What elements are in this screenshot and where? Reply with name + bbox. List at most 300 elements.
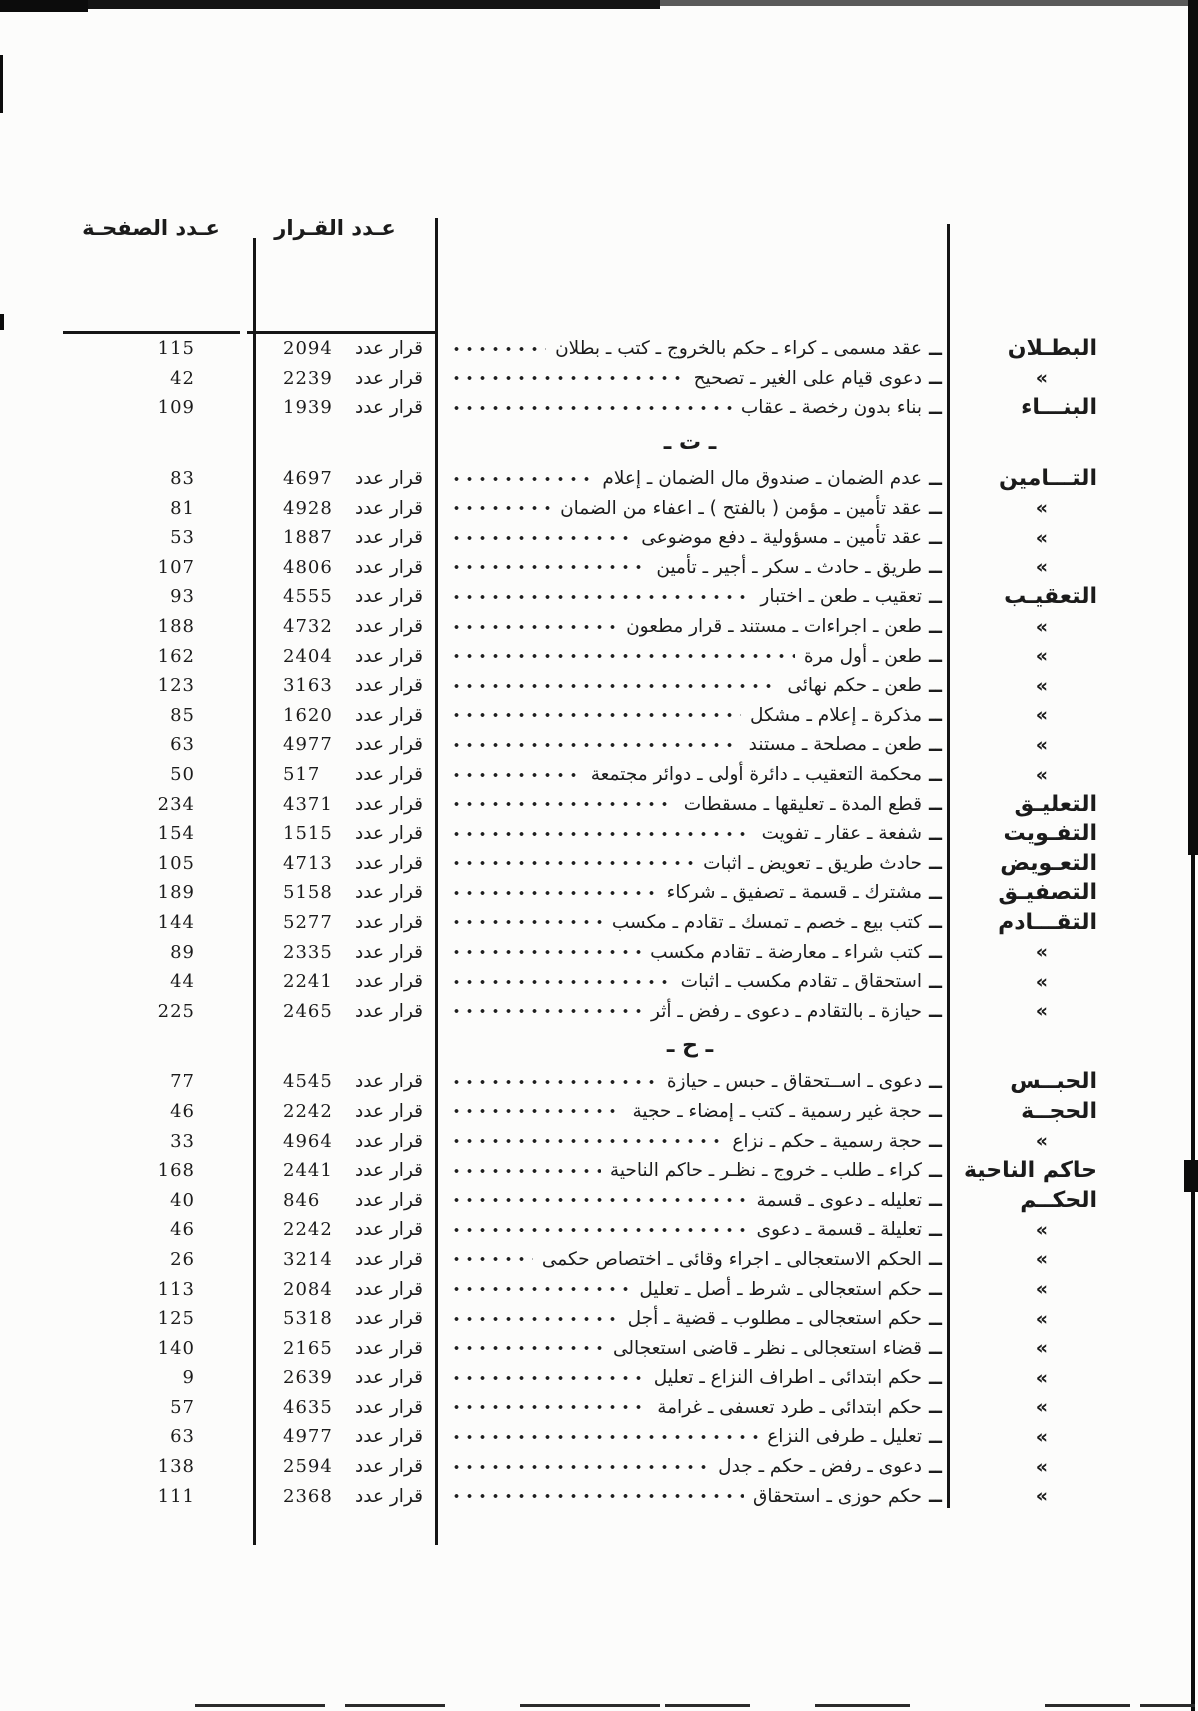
dotted-leader (450, 1227, 748, 1233)
category-label: البطـلان (1007, 336, 1097, 362)
entry-description-cell (437, 1130, 948, 1152)
table-row (58, 393, 1160, 423)
dotted-leader (450, 860, 694, 866)
table-row (58, 1481, 1160, 1511)
page-number-cell (58, 616, 255, 637)
entry-description-cell (437, 1100, 948, 1122)
entry-dash: ــ (929, 1100, 942, 1123)
entry-dash: ــ (929, 645, 942, 668)
page-number-cell (58, 675, 255, 696)
decision-prefix: قرار عدد (355, 1456, 423, 1478)
decision-number: 2094 (283, 338, 333, 360)
table-row (58, 908, 1160, 938)
entry-description-cell (437, 1189, 948, 1211)
entry-description: دعوى ـ رفض ـ حكم ـ جدل (718, 1456, 922, 1478)
page-number-cell (58, 338, 255, 359)
page-number: 115 (157, 338, 195, 360)
entry-description: طعن ـ أول مرة (803, 645, 922, 667)
entry-description: حكم استعجالى ـ شرط ـ أصل ـ تعليل (639, 1278, 922, 1300)
entry-dash: ــ (929, 367, 942, 390)
entry-description-cell (437, 1337, 948, 1359)
decision-number-cell (255, 1219, 437, 1240)
entry-description-cell (437, 367, 948, 389)
decision-prefix: قرار عدد (355, 1337, 423, 1359)
page-number: 81 (170, 497, 195, 519)
table-row (58, 1274, 1160, 1304)
category-label: » (1035, 1455, 1048, 1478)
entry-description: طريق ـ حادث ـ سكر ـ أجير ـ تأمين (656, 556, 922, 578)
decision-prefix: قرار عدد (355, 616, 423, 638)
page-number: 109 (157, 397, 195, 419)
decision-number: 4806 (283, 556, 333, 578)
section-separator (58, 1026, 1160, 1067)
entry-dash: ــ (929, 1396, 942, 1419)
page-number: 123 (157, 675, 195, 697)
entry-description-cell (437, 1426, 948, 1448)
entry-description-cell (437, 645, 948, 667)
page-number-cell (58, 557, 255, 578)
decision-number: 2465 (283, 1000, 333, 1022)
entry-dash: ــ (929, 585, 942, 608)
entry-description: حجة غير رسمية ـ كتب ـ إمضاء ـ حجية (632, 1100, 922, 1122)
category-label: » (1035, 763, 1048, 786)
decision-number-cell (255, 616, 437, 637)
dotted-leader (450, 1256, 533, 1262)
page-number-cell (58, 853, 255, 874)
decision-number: 4555 (283, 586, 333, 608)
decision-number-cell (255, 912, 437, 933)
decision-prefix: قرار عدد (355, 556, 423, 578)
decision-number-cell (255, 1338, 437, 1359)
dotted-leader (450, 476, 593, 482)
category-label: البنـــاء (1021, 395, 1097, 421)
decision-number: 5277 (283, 911, 333, 933)
dotted-leader (450, 801, 675, 807)
page-number-cell (58, 971, 255, 992)
dotted-leader (450, 831, 753, 837)
dotted-leader (450, 1008, 642, 1014)
dotted-leader (450, 1375, 645, 1381)
page-number: 234 (157, 793, 195, 815)
decision-number-cell (255, 338, 437, 359)
scan-edge-bottom (815, 1704, 910, 1707)
page-number-cell (58, 646, 255, 667)
decision-number: 2242 (283, 1219, 333, 1241)
category-label: التفـويت (1003, 821, 1097, 847)
table-row (58, 760, 1160, 790)
page-number: 77 (170, 1071, 195, 1093)
decision-number: 4977 (283, 1426, 333, 1448)
decision-prefix: قرار عدد (355, 1219, 423, 1241)
entry-description: دعوى ـ اســتحقاق ـ حبس ـ حيازة (666, 1071, 922, 1093)
page-number: 154 (157, 823, 195, 845)
dotted-leader (450, 1464, 709, 1470)
decision-number-cell (255, 1426, 437, 1447)
entry-dash: ــ (929, 793, 942, 816)
page-number: 9 (182, 1367, 195, 1389)
table-row (58, 1422, 1160, 1452)
category-label: » (1035, 941, 1048, 964)
entry-description: تعليل ـ طرفى النزاع (767, 1426, 922, 1448)
category-label: » (1035, 1000, 1048, 1023)
table-row (58, 789, 1160, 819)
entry-description: كتب بيع ـ خصم ـ تمسك ـ تقادم ـ مكسب (611, 911, 922, 933)
decision-number-cell (255, 1160, 437, 1181)
decision-prefix: قرار عدد (355, 1071, 423, 1093)
entry-description: كراء ـ طلب ـ خروج ـ نظـر ـ حاكم الناحية (609, 1160, 922, 1182)
entry-description: حكم استعجالى ـ مطلوب ـ قضية ـ أجل (627, 1308, 922, 1330)
section-letter: ـ ح ـ (666, 1033, 714, 1059)
decision-number-cell (255, 1249, 437, 1270)
decision-number-cell (255, 705, 437, 726)
entry-description-cell (437, 586, 948, 608)
dotted-leader (450, 1168, 601, 1174)
decision-number: 4545 (283, 1071, 333, 1093)
page-number: 107 (157, 556, 195, 578)
entry-description: حادث طريق ـ تعويض ـ اثبات (703, 852, 922, 874)
entry-description-cell (437, 527, 948, 549)
table-row (58, 493, 1160, 523)
category-label: » (1035, 645, 1048, 668)
entry-description: حجة رسمية ـ حكم ـ نزاع (732, 1130, 922, 1152)
page-number-cell (58, 882, 255, 903)
category-label: التعـويض (1000, 850, 1097, 876)
entry-dash: ــ (929, 337, 942, 360)
category-label: » (1035, 674, 1048, 697)
entry-description-cell (437, 852, 948, 874)
table-row (58, 364, 1160, 394)
page-number-cell (58, 1308, 255, 1329)
page-number-cell (58, 1001, 255, 1022)
entry-description-cell (437, 1071, 948, 1093)
entry-description-cell (437, 468, 948, 490)
page-number: 93 (170, 586, 195, 608)
entry-description: بناء بدون رخصة ـ عقاب (740, 397, 922, 419)
page-number-cell (58, 823, 255, 844)
category-label: » (1035, 733, 1048, 756)
decision-number-cell (255, 397, 437, 418)
decision-prefix: قرار عدد (355, 1248, 423, 1270)
entry-description: استحقاق ـ تقادم مكسب ـ اثبات (680, 971, 922, 993)
page-number-cell (58, 1338, 255, 1359)
category-label: التعقيـب (1004, 584, 1097, 610)
entry-description: طعن ـ اجراءات ـ مستند ـ قرار مطعون (626, 616, 922, 638)
entry-dash: ــ (929, 733, 942, 756)
decision-number: 2368 (283, 1485, 333, 1507)
decision-number: 2242 (283, 1100, 333, 1122)
decision-prefix: قرار عدد (355, 1189, 423, 1211)
category-label: » (1035, 1307, 1048, 1330)
decision-number-cell (255, 823, 437, 844)
dotted-leader (450, 375, 685, 381)
dotted-leader (450, 919, 603, 925)
page-number: 46 (170, 1100, 195, 1122)
entry-description: دعوى قيام على الغير ـ تصحيح (693, 367, 922, 389)
scan-edge-left (0, 314, 4, 330)
decision-number: 4977 (283, 734, 333, 756)
category-label: التعليـق (1014, 791, 1097, 817)
entry-dash: ــ (929, 556, 942, 579)
table-row (58, 1126, 1160, 1156)
entry-description: تعقيب ـ طعن ـ اختبار (760, 586, 922, 608)
page-number-cell (58, 1131, 255, 1152)
dotted-leader (450, 653, 795, 659)
dotted-leader (450, 1434, 758, 1440)
entry-dash: ــ (929, 526, 942, 549)
category-label: » (1035, 1366, 1048, 1389)
table-row (58, 967, 1160, 997)
dotted-leader (450, 564, 647, 570)
entry-description: حكم ابتدائى ـ اطراف النزاع ـ تعليل (653, 1367, 922, 1389)
entry-dash: ــ (929, 1218, 942, 1241)
dotted-leader (450, 712, 741, 718)
table-row (58, 1067, 1160, 1097)
dotted-leader (450, 979, 672, 985)
page-number: 57 (170, 1396, 195, 1418)
decision-number-cell (255, 468, 437, 489)
page-number: 113 (157, 1278, 195, 1300)
entry-description: مذكرة ـ إعلام ـ مشكل (749, 704, 922, 726)
decision-number: 2639 (283, 1367, 333, 1389)
page-number: 125 (157, 1308, 195, 1330)
scan-edge-top (660, 0, 1198, 6)
category-label: الحبــس (1010, 1069, 1097, 1095)
scan-edge-bottom (1140, 1704, 1195, 1707)
page-number: 53 (170, 527, 195, 549)
table-row (58, 1156, 1160, 1186)
page-number-cell (58, 794, 255, 815)
category-label: » (1035, 526, 1048, 549)
entry-description: عقد مسمى ـ كراء ـ حكم بالخروج ـ كتب ـ بطلان (555, 338, 922, 360)
dotted-leader (450, 1108, 623, 1114)
decision-number: 1887 (283, 527, 333, 549)
entry-dash: ــ (929, 1159, 942, 1182)
table-row (58, 1452, 1160, 1482)
table-row (58, 819, 1160, 849)
scan-edge-bottom (1045, 1704, 1130, 1707)
decision-number-cell (255, 1456, 437, 1477)
entry-dash: ــ (929, 497, 942, 520)
decision-number-cell (255, 527, 437, 548)
scan-edge-right (1191, 855, 1195, 1711)
dotted-leader (450, 505, 551, 511)
decision-number-cell (255, 1131, 437, 1152)
decision-prefix: قرار عدد (355, 338, 423, 360)
scan-edge-top (88, 0, 660, 9)
entry-dash: ــ (929, 615, 942, 638)
entry-description: عقد تأمين ـ مؤمن ( بالفتح ) ـ اعفاء من الضمان (560, 497, 922, 519)
decision-number: 2404 (283, 645, 333, 667)
page-number-cell (58, 1160, 255, 1181)
table-row (58, 878, 1160, 908)
page-number-cell (58, 1279, 255, 1300)
scan-edge-bottom (195, 1704, 325, 1707)
page-number-cell (58, 912, 255, 933)
entry-dash: ــ (929, 396, 942, 419)
decision-number-cell (255, 1308, 437, 1329)
page-number-cell (58, 397, 255, 418)
page-number-cell (58, 586, 255, 607)
table-row (58, 1215, 1160, 1245)
dotted-leader (450, 742, 740, 748)
page-number: 26 (170, 1248, 195, 1270)
category-label: » (1035, 1278, 1048, 1301)
entry-description-cell (437, 941, 948, 963)
entry-dash: ــ (929, 763, 942, 786)
decision-prefix: قرار عدد (355, 882, 423, 904)
entry-description: كتب شراء ـ معارضة ـ تقادم مكسب (650, 941, 922, 963)
page-number-cell (58, 468, 255, 489)
decision-prefix: قرار عدد (355, 367, 423, 389)
category-label: » (1035, 1218, 1048, 1241)
page-number-cell (58, 1101, 255, 1122)
scan-edge-top (0, 0, 88, 12)
entry-dash: ــ (929, 1278, 942, 1301)
decision-prefix: قرار عدد (355, 734, 423, 756)
entry-description-cell (437, 793, 948, 815)
dotted-leader (450, 594, 751, 600)
page-number: 189 (157, 882, 195, 904)
dotted-leader (450, 1316, 619, 1322)
category-label: » (1035, 615, 1048, 638)
decision-number-cell (255, 1071, 437, 1092)
category-label: » (1035, 1248, 1048, 1271)
scan-edge-right (1188, 0, 1198, 855)
table-row (58, 849, 1160, 879)
decision-prefix: قرار عدد (355, 1426, 423, 1448)
decision-number-cell (255, 368, 437, 389)
entry-description-cell (437, 556, 948, 578)
entry-description: عدم الضمان ـ صندوق مال الضمان ـ إعلام (602, 468, 922, 490)
entry-description: عقد تأمين ـ مسؤولية ـ دفع موضوعى (641, 527, 922, 549)
dotted-leader (450, 1404, 648, 1410)
decision-number: 5158 (283, 882, 333, 904)
dotted-leader (450, 1197, 748, 1203)
dotted-leader (450, 346, 546, 352)
entry-dash: ــ (929, 467, 942, 490)
page-number-cell (58, 368, 255, 389)
category-label: الحكــم (1020, 1187, 1097, 1213)
table-row (58, 730, 1160, 760)
decision-number-cell (255, 794, 437, 815)
dotted-leader (450, 1286, 630, 1292)
entry-description-cell (437, 882, 948, 904)
category-label: » (1035, 1396, 1048, 1419)
category-label: » (1035, 1425, 1048, 1448)
entry-description: قطع المدة ـ تعليقها ـ مسقطات (683, 793, 922, 815)
entry-description-cell (437, 764, 948, 786)
entry-description-cell (437, 616, 948, 638)
entry-dash: ــ (929, 1366, 942, 1389)
decision-prefix: قرار عدد (355, 468, 423, 490)
entry-dash: ــ (929, 1455, 942, 1478)
page-number: 188 (157, 616, 195, 638)
page-number: 89 (170, 941, 195, 963)
entry-description: شفعة ـ عقار ـ تفويت (761, 823, 922, 845)
entry-description-cell (437, 1456, 948, 1478)
entry-description-cell (437, 397, 948, 419)
decision-prefix: قرار عدد (355, 397, 423, 419)
entry-description-cell (437, 704, 948, 726)
entry-dash: ــ (929, 911, 942, 934)
page-number-cell (58, 1367, 255, 1388)
entry-description: طعن ـ مصلحة ـ مستند (748, 734, 922, 756)
entry-dash: ــ (929, 704, 942, 727)
category-label: » (1035, 970, 1048, 993)
decision-number: 2594 (283, 1456, 333, 1478)
page-number-cell (58, 1486, 255, 1507)
decision-prefix: قرار عدد (355, 1278, 423, 1300)
entry-dash: ــ (929, 822, 942, 845)
entry-description: الحكم الاستعجالى ـ اجراء وقائى ـ اختصاص حكمى (541, 1248, 922, 1270)
entry-description-cell (437, 1485, 948, 1507)
table-row (58, 701, 1160, 731)
decision-prefix: قرار عدد (355, 1160, 423, 1182)
decision-number: 2241 (283, 971, 333, 993)
entry-description: قضاء استعجالى ـ نظر ـ قاضى استعجالى (612, 1337, 922, 1359)
entry-dash: ــ (929, 970, 942, 993)
entry-description-cell (437, 338, 948, 360)
decision-prefix: قرار عدد (355, 1485, 423, 1507)
decision-number: 846 (283, 1189, 321, 1211)
decision-number: 517 (283, 764, 321, 786)
entry-dash: ــ (929, 881, 942, 904)
decision-prefix: قرار عدد (355, 823, 423, 845)
entry-description-cell (437, 971, 948, 993)
decision-number: 4928 (283, 497, 333, 519)
entry-description-cell (437, 497, 948, 519)
page-number: 105 (157, 852, 195, 874)
entry-description: حكم حوزى ـ استحقاق (753, 1485, 922, 1507)
decision-number-cell (255, 882, 437, 903)
entry-description-cell (437, 734, 948, 756)
table-row (58, 641, 1160, 671)
decision-number-cell (255, 942, 437, 963)
decision-number: 2335 (283, 941, 333, 963)
entry-description: تعليلة ـ قسمة ـ دعوى (756, 1219, 922, 1241)
page-number: 44 (170, 971, 195, 993)
table-row (58, 1245, 1160, 1275)
decision-prefix: قرار عدد (355, 1100, 423, 1122)
category-label: » (1035, 367, 1048, 390)
entry-description-cell (437, 1278, 948, 1300)
dotted-leader (450, 1493, 744, 1499)
decision-prefix: قرار عدد (355, 793, 423, 815)
decision-number: 4635 (283, 1396, 333, 1418)
entry-description: محكمة التعقيب ـ دائرة أولى ـ دوائر مجتمعة (590, 764, 922, 786)
entry-dash: ــ (929, 1070, 942, 1093)
page-number: 50 (170, 764, 195, 786)
section-letter: ـ ت ـ (663, 429, 717, 455)
decision-prefix: قرار عدد (355, 645, 423, 667)
decision-number: 5318 (283, 1308, 333, 1330)
page-number-cell (58, 734, 255, 755)
decision-prefix: قرار عدد (355, 1396, 423, 1418)
decision-prefix: قرار عدد (355, 971, 423, 993)
entry-dash: ــ (929, 674, 942, 697)
page-number: 111 (157, 1485, 195, 1507)
decision-number: 3163 (283, 675, 333, 697)
decision-number-cell (255, 557, 437, 578)
page-number: 63 (170, 1426, 195, 1448)
decision-number-cell (255, 1397, 437, 1418)
page-number-cell (58, 1456, 255, 1477)
decision-number-cell (255, 971, 437, 992)
table-row (58, 612, 1160, 642)
decision-number-cell (255, 1101, 437, 1122)
dotted-leader (450, 535, 632, 541)
category-label: » (1035, 704, 1048, 727)
